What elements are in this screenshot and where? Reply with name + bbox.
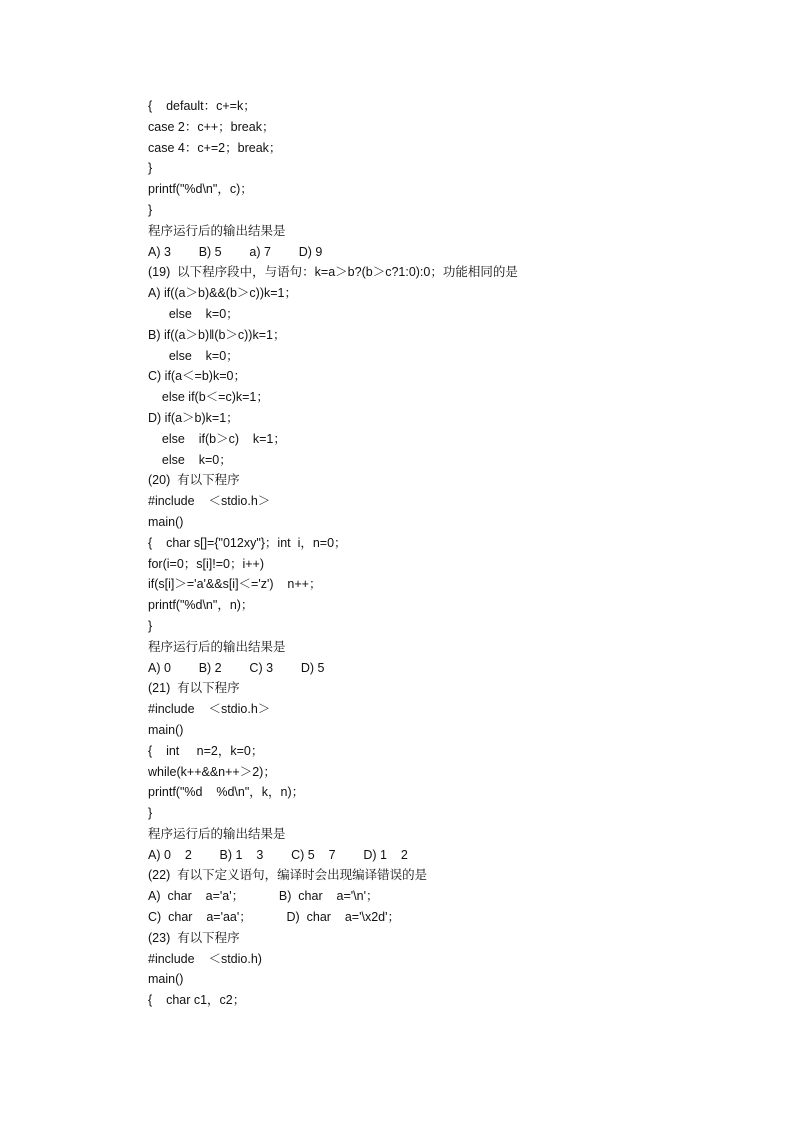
- text-line: case 2：c++；break；: [148, 119, 275, 134]
- text-line: A) 0 B) 2 C) 3 D) 5: [148, 660, 325, 675]
- text-line: { char c1，c2；: [148, 993, 246, 1008]
- text-line: A) 0 2 B) 1 3 C) 5 7 D) 1 2: [148, 847, 408, 862]
- text-line: A) 3 B) 5 a) 7 D) 9: [148, 244, 323, 259]
- text-line: C) if(a＜=b)k=0；: [148, 369, 246, 384]
- text-line: A) if((a＞b)&&(b＞c))k=1；: [148, 286, 297, 301]
- text-line: { int n=2，k=0；: [148, 743, 264, 758]
- text-line: D) if(a＞b)k=1；: [148, 410, 239, 425]
- text-line: else k=0；: [148, 452, 232, 467]
- text-line: (23) 有以下程序: [148, 930, 240, 945]
- text-line: while(k++&&n++＞2)；: [148, 764, 276, 779]
- text-line: (22) 有以下定义语句，编译时会出现编译错误的是: [148, 868, 428, 883]
- text-line: B) if((a＞b)‖(b＞c))k=1；: [148, 327, 286, 342]
- text-line: }: [148, 161, 153, 176]
- text-line: if(s[i]＞='a'&&s[i]＜='z') n++；: [148, 577, 322, 592]
- text-line: 程序运行后的输出结果是: [148, 223, 286, 238]
- text-line: { char s[]={"012xy"}；int i，n=0；: [148, 535, 347, 550]
- text-line: C) char a='aa'； D) char a='\x2d'；: [148, 910, 400, 925]
- text-line: case 4：c+=2；break；: [148, 140, 282, 155]
- text-line: }: [148, 202, 153, 217]
- text-line: main(): [148, 722, 184, 737]
- text-line: 程序运行后的输出结果是: [148, 639, 286, 654]
- text-line: printf("%d\n"，c)；: [148, 182, 253, 197]
- text-line: printf("%d %d\n"，k，n)；: [148, 785, 305, 800]
- text-line: (21) 有以下程序: [148, 681, 240, 696]
- text-line: else k=0；: [148, 348, 239, 363]
- text-line: for(i=0；s[i]!=0；i++): [148, 556, 265, 571]
- text-line: A) char a='a'； B) char a='\n'；: [148, 889, 379, 904]
- text-line: else if(b＜=c)k=1；: [148, 390, 269, 405]
- text-line: else if(b＞c) k=1；: [148, 431, 286, 446]
- text-line: { default：c+=k；: [148, 99, 256, 113]
- text-line: }: [148, 806, 153, 821]
- text-line: #include ＜stdio.h): [148, 951, 262, 966]
- text-line: printf("%d\n"，n)；: [148, 598, 254, 613]
- text-line: (20) 有以下程序: [148, 473, 240, 488]
- text-line: #include ＜stdio.h＞: [148, 702, 271, 717]
- text-line: #include ＜stdio.h＞: [148, 494, 271, 509]
- text-line: main(): [148, 972, 184, 987]
- text-line: }: [148, 618, 153, 633]
- text-line: 程序运行后的输出结果是: [148, 826, 286, 841]
- text-line: main(): [148, 514, 184, 529]
- text-line: (19) 以下程序段中，与语句：k=a＞b?(b＞c?1:0):0；功能相同的是: [148, 265, 518, 280]
- text-line: else k=0；: [148, 306, 239, 321]
- document-body: [148, 96, 748, 1011]
